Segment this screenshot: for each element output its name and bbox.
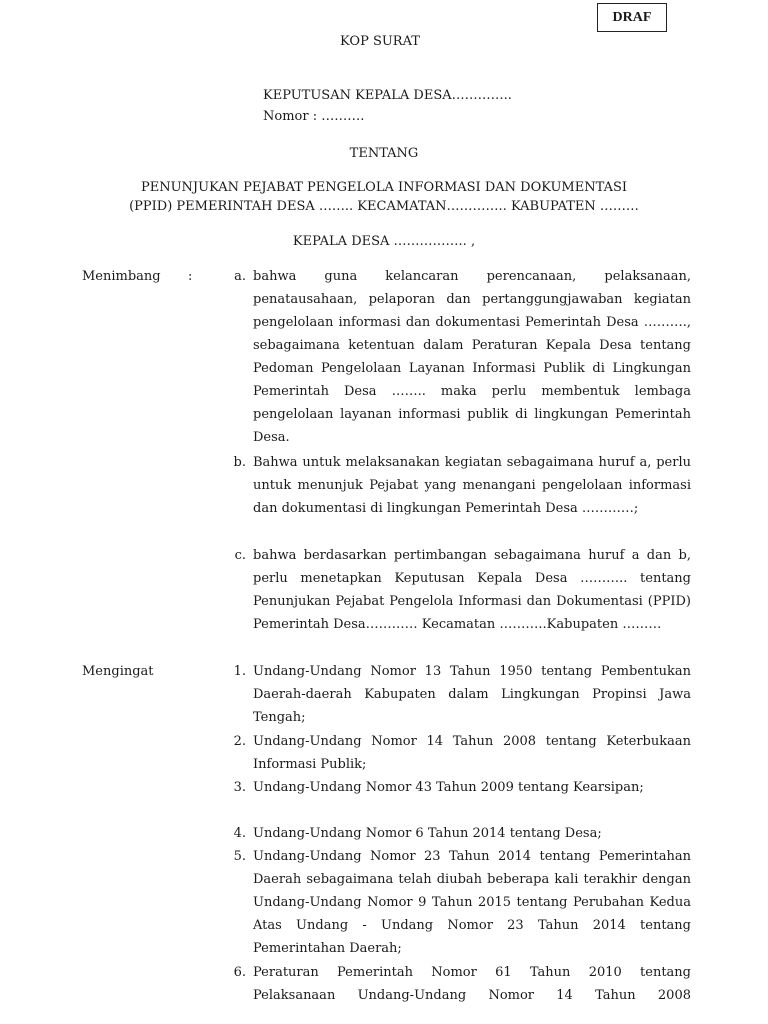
letterhead-placeholder: KOP SURAT: [340, 34, 420, 49]
considering-marker-c: c.: [234, 548, 246, 563]
decree-title: KEPUTUSAN KEPALA DESA…………..: [263, 88, 512, 103]
issuer-heading: KEPALA DESA …………….. ,: [292, 234, 476, 249]
mengingat-label: Mengingat: [82, 664, 154, 679]
tentang-heading: TENTANG: [349, 146, 419, 161]
considering-item-a: bahwa guna kelancaran perencanaan, pelaksanaan, penatausahaan, pelaporan dan pertanggungjawaban kegiatan pengelolaan informasi dan dokumentasi Pemerintah Desa ………., sebagaimana ketentuan dalam Peraturan Kepala Desa tentang Pedoman Pengelolaan Layanan Informasi Publik di Lingkungan Pemerintah Desa …….. maka perlu membentuk lembaga pengelolaan layanan informasi publik di lingkungan Pemerintah Desa.: [253, 269, 691, 445]
legal-basis-marker-4: 4.: [233, 826, 246, 841]
considering-item-c: bahwa berdasarkan pertimbangan sebagaimana huruf a dan b, perlu menetapkan Keputusan Kepala Desa ……….. tentang Penunjukan Pejabat Pengelola Informasi dan Dokumentasi (PPID) Pemerintah Desa………… Kecamatan ………..Kabupaten ………: [253, 548, 691, 632]
legal-basis-item-1: Undang-Undang Nomor 13 Tahun 1950 tentang Pembentukan Daerah-daerah Kabupaten dalam Lingkungan Propinsi Jawa Tengah;: [253, 664, 691, 725]
legal-basis-item-4: Undang-Undang Nomor 6 Tahun 2014 tentang Desa;: [253, 826, 602, 841]
legal-basis-item-5: Undang-Undang Nomor 23 Tahun 2014 tentang Pemerintahan Daerah sebagaimana telah diubah beberapa kali terakhir dengan Undang-Undang Nomor 9 Tahun 2015 tentang Perubahan Kedua Atas Undang - Undang Nomor 23 Tahun 2014 tentang Pemerintahan Daerah;: [253, 849, 691, 956]
legal-basis-item-2: Undang-Undang Nomor 14 Tahun 2008 tentang Keterbukaan Informasi Publik;: [253, 734, 691, 772]
legal-basis-marker-1: 1.: [233, 664, 246, 679]
subject-line-1: PENUNJUKAN PEJABAT PENGELOLA INFORMASI DAN DOKUMENTASI: [140, 180, 627, 195]
legal-basis-marker-5: 5.: [233, 849, 246, 864]
considering-marker-b: b.: [233, 455, 246, 470]
menimbang-colon: :: [188, 269, 193, 284]
decree-number: Nomor : ……….: [263, 109, 365, 124]
subject-line-2: (PPID) PEMERINTAH DESA …….. KECAMATAN………….. KABUPATEN ………: [129, 199, 639, 214]
considering-item-b: Bahwa untuk melaksanakan kegiatan sebagaimana huruf a, perlu untuk menunjuk Pejabat yang menangani pengelolaan informasi dan dokumentasi di lingkungan Pemerintah Desa …………;: [253, 455, 691, 516]
considering-marker-a: a.: [234, 269, 246, 284]
legal-basis-marker-6: 6.: [233, 965, 246, 980]
draft-stamp: DRAF: [597, 3, 667, 32]
legal-basis-item-3: Undang-Undang Nomor 43 Tahun 2009 tentang Kearsipan;: [253, 780, 644, 795]
legal-basis-marker-3: 3.: [233, 780, 246, 795]
menimbang-label: Menimbang: [82, 269, 161, 284]
legal-basis-marker-2: 2.: [233, 734, 246, 749]
legal-basis-item-6: Peraturan Pemerintah Nomor 61 Tahun 2010 tentang Pelaksanaan Undang-Undang Nomor 14 Tahun 2008: [253, 965, 691, 1003]
